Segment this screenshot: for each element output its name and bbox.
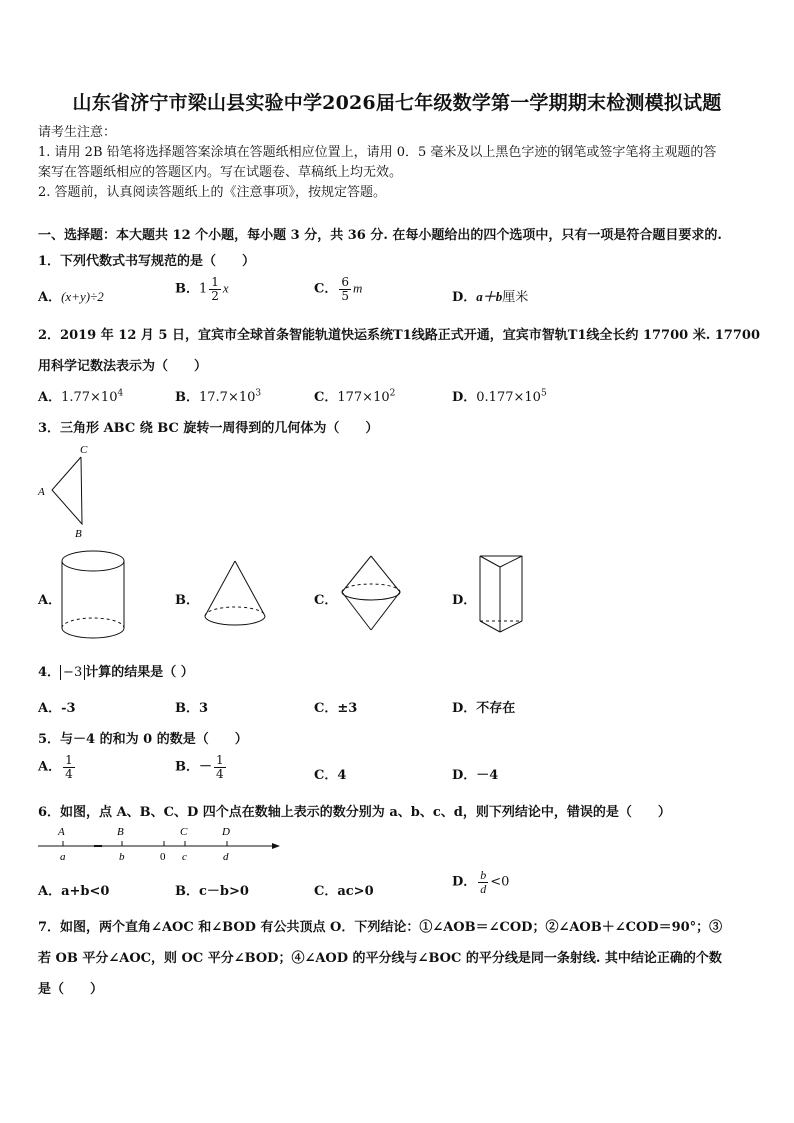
value-b-label: b	[119, 851, 125, 863]
q6-option-c[interactable]: C．ac>0	[314, 884, 374, 899]
q4-option-a[interactable]: A．-3	[38, 701, 76, 716]
q3-option-b-label[interactable]: B．	[175, 593, 199, 608]
q6-option-b[interactable]: B．c－b>0	[175, 884, 249, 899]
q3-option-a-label[interactable]: A．	[38, 593, 62, 608]
question-7-stem-cont: 若 OB 平分∠AOC，则 OC 平分∠BOD；④∠AOD 的平分线与∠BOC 的平分线是同一条射线. 其中结论正确的个数	[38, 951, 722, 966]
cylinder-figure[interactable]	[58, 546, 130, 646]
question-7-stem-end: 是（ ）	[38, 982, 104, 997]
q1-option-c[interactable]: C． $\frac{6}{5}$ m	[314, 275, 363, 303]
q1-option-a[interactable]: A．(x+y)÷2	[38, 289, 104, 305]
point-b-top: B	[117, 826, 124, 838]
q2-option-a[interactable]: A．$1.77\times 10^4$	[38, 388, 124, 405]
point-d-top: D	[222, 826, 230, 838]
point-c-label: C	[80, 444, 88, 456]
notice-item-1-cont: 案写在答题纸相应的答题区内。写在试题卷、草稿纸上均无效。	[38, 165, 403, 180]
value-a-label: a	[60, 851, 66, 863]
value-d-label: d	[223, 851, 229, 863]
q5-option-d[interactable]: D．－4	[452, 768, 499, 783]
triangular-prism-figure[interactable]	[470, 551, 534, 637]
point-a-top: A	[58, 826, 65, 838]
point-a-label: A	[38, 486, 45, 498]
q1-option-b[interactable]: B．1 $\frac{1}{2}$ x	[175, 275, 229, 303]
question-2-stem: 2．2019 年 12 月 5 日，宜宾市全球首条智能轨道快运系统T1线路正式开通，宜宾市智轨T1线全长约 17700 米. 17700	[38, 328, 760, 343]
cone-figure[interactable]	[200, 556, 272, 634]
q2-option-d[interactable]: D．$0.177\times 10^5$	[452, 388, 547, 405]
notice-heading: 请考生注意：	[38, 125, 117, 140]
absolute-value-expr: −3	[60, 665, 85, 680]
question-6-stem: 6．如图，点 A、B、C、D 四个点在数轴上表示的数分别为 a、b、c、d，则下列结论中，错误的是（ ）	[38, 805, 671, 820]
question-5-stem: 5．与－4 的和为 0 的数是（ ）	[38, 732, 248, 747]
section-heading: 一、选择题：本大题共 12 个小题，每小题 3 分，共 36 分. 在每小题给出的四个选项中，只有一项是符合题目要求的.	[38, 228, 722, 243]
number-line-figure	[36, 822, 286, 866]
question-2-stem-cont: 用科学记数法表示为（ ）	[38, 359, 208, 374]
q6-option-d[interactable]: D． $\frac{b}{d}$ <0	[452, 868, 510, 896]
q3-option-d-label[interactable]: D．	[452, 593, 477, 608]
q4-option-b[interactable]: B．3	[175, 701, 209, 716]
q2-option-b[interactable]: B．$17.7\times 10^3$	[175, 388, 262, 405]
question-1-stem: 1．下列代数式书写规范的是（ ）	[38, 254, 256, 269]
page-title: 山东省济宁市梁山县实验中学2026届七年级数学第一学期期末检测模拟试题	[72, 92, 722, 114]
q4-option-c[interactable]: C．±3	[314, 701, 358, 716]
point-c-top: C	[180, 826, 188, 838]
q3-option-c-label[interactable]: C．	[314, 593, 338, 608]
q4-option-d[interactable]: D．不存在	[452, 701, 516, 716]
question-4-stem: 4． −3 计算的结果是（ ）	[38, 665, 194, 680]
notice-item-2: 2. 答题前，认真阅读答题纸上的《注意事项》，按规定答题。	[38, 185, 387, 200]
q5-option-c[interactable]: C．4	[314, 768, 347, 783]
q5-option-b[interactable]: B．－ $\frac{1}{4}$	[175, 753, 224, 781]
question-3-stem: 3．三角形 ABC 绕 BC 旋转一周得到的几何体为（ ）	[38, 421, 379, 436]
double-cone-figure[interactable]	[336, 552, 408, 636]
notice-item-1: 1. 请用 2B 铅笔将选择题答案涂填在答题纸相应位置上，请用 0．5 毫米及以上黑色字迹的钢笔或签字笔将主观题的答	[38, 145, 717, 160]
triangle-abc-figure	[30, 440, 100, 540]
q1-option-d[interactable]: D．a＋b厘米	[452, 289, 529, 305]
q6-option-a[interactable]: A．a+b<0	[38, 884, 110, 899]
q5-option-a[interactable]: A． $\frac{1}{4}$	[38, 753, 73, 781]
origin-label: 0	[160, 851, 166, 863]
value-c-label: c	[182, 851, 187, 863]
point-b-label: B	[75, 528, 82, 540]
q2-option-c[interactable]: C．$177\times 10^2$	[314, 388, 396, 405]
question-7-stem: 7．如图，两个直角∠AOC 和∠BOD 有公共顶点 O．下列结论：①∠AOB＝∠COD；②∠AOB＋∠COD＝90°；③	[38, 920, 723, 935]
